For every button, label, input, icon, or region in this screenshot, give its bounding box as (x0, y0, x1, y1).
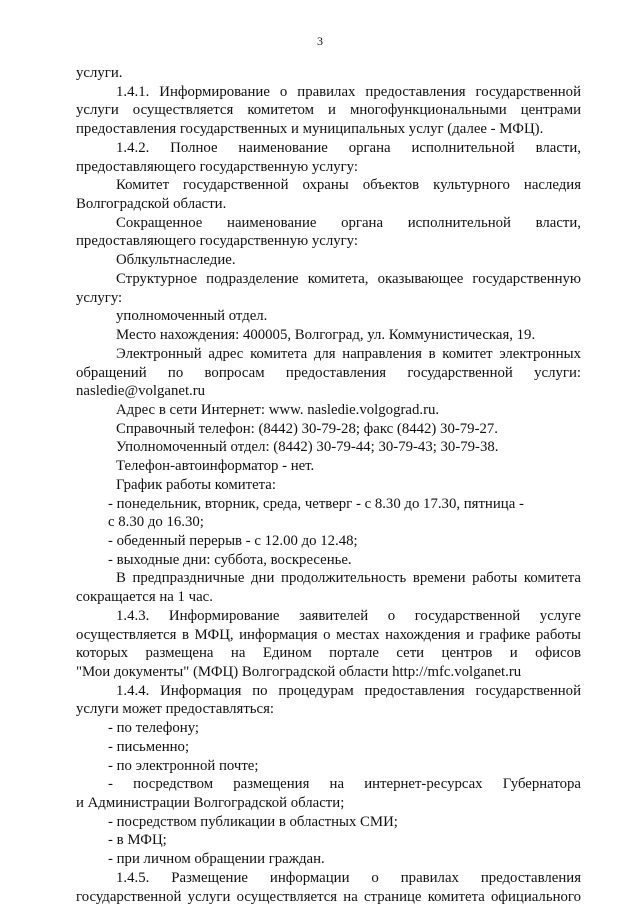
text-line: сокращается на 1 час. (76, 589, 213, 606)
text-line: Комитет государственной охраны объектов культурного наследия (116, 177, 581, 194)
text-line: В предпраздничные дни продолжительность времени работы комитета (116, 570, 581, 587)
document-body (76, 64, 581, 906)
text-line: Облкультнаследие. (116, 252, 236, 269)
text-line: услуги осуществляется комитетом и многофункциональными центрами (76, 102, 581, 119)
text-line: nasledie@volganet.ru (76, 383, 206, 400)
text-line: Сокращенное наименование органа исполнительной власти, (116, 214, 581, 231)
text-line: - посредством публикации в областных СМИ; (108, 813, 398, 830)
text-line: осуществляется в МФЦ, информация о местах нахождения и графике работы (76, 626, 581, 643)
text-line: - письменно; (108, 738, 190, 755)
text-line: услугу: (76, 289, 123, 306)
text-line: услуги. (76, 65, 123, 81)
text-line: предоставляющего государственную услугу: (76, 158, 358, 175)
text-line: 1.4.2. Полное наименование органа исполнительной власти, (116, 139, 581, 156)
text-line: Телефон-автоинформатор - нет. (116, 458, 315, 475)
text-line: государственной услуги осуществляется на странице комитета официального (76, 888, 581, 905)
text-line: и Администрации Волгоградской области; (76, 795, 345, 812)
text-line: - выходные дни: суббота, воскресенье. (108, 551, 352, 568)
text-line: с 8.30 до 16.30; (108, 514, 204, 531)
text-line: Уполномоченный отдел: (8442) 30-79-44; 30-79-43; 30-79-38. (116, 439, 499, 456)
text-line: - в МФЦ; (108, 832, 167, 849)
text-line: услуги может предоставляться: (76, 701, 275, 718)
text-line: График работы комитета: (116, 476, 276, 493)
text-line: которых размещена на Едином портале сети центров и офисов (76, 645, 581, 662)
text-line: - по телефону; (108, 720, 200, 737)
text-line: уполномоченный отдел. (116, 308, 268, 325)
text-line: Структурное подразделение комитета, оказывающее государственную (116, 270, 581, 287)
text-line: 1.4.3. Информирование заявителей о государственной услуге (116, 607, 581, 624)
text-line: Электронный адрес комитета для направления в комитет электронных (116, 345, 581, 362)
text-line: 1.4.5. Размещение информации о правилах предоставления (116, 869, 581, 886)
text-line: Справочный телефон: (8442) 30-79-28; факс (8442) 30-79-27. (116, 420, 498, 437)
page-number: 3 (317, 34, 323, 48)
text-line: - посредством размещения на интернет-ресурсах Губернатора (108, 776, 581, 793)
text-line: - понедельник, вторник, среда, четверг - с 8.30 до 17.30, пятница - (108, 495, 524, 512)
text-line: предоставления государственных и муниципальных услуг (далее - МФЦ). (76, 121, 544, 138)
text-line: Волгоградской области. (76, 196, 227, 213)
text-line: Адрес в сети Интернет: www. nasledie.volgograd.ru. (116, 401, 440, 418)
text-line: - при личном обращении граждан. (108, 851, 325, 868)
text-line: "Мои документы" (МФЦ) Волгоградской области http://mfc.volganet.ru (76, 664, 522, 680)
text-line: - обеденный перерыв - с 12.00 до 12.48; (108, 532, 358, 549)
text-line: обращений по вопросам предоставления государственной услуги: (76, 364, 581, 381)
text-line: 1.4.1. Информирование о правилах предоставления государственной (116, 83, 581, 100)
text-line: - по электронной почте; (108, 757, 259, 774)
text-line: предоставляющего государственную услугу: (76, 233, 358, 250)
text-line: Место нахождения: 400005, Волгоград, ул. Коммунистическая, 19. (116, 327, 536, 344)
text-line: 1.4.4. Информация по процедурам предоставления государственной (116, 682, 581, 699)
